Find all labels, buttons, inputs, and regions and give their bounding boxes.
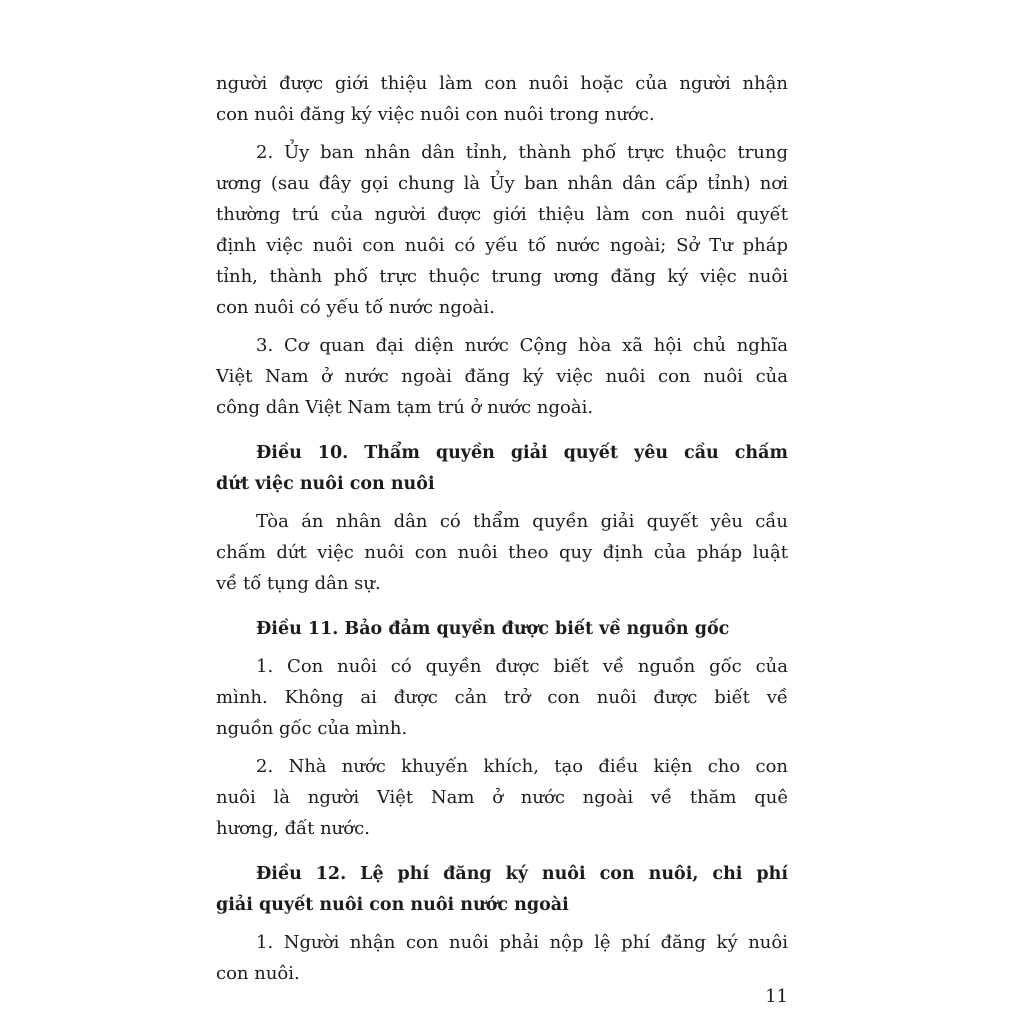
text-line: Việt Nam ở nước ngoài đăng ký việc nuôi con nuôi của bbox=[216, 366, 788, 387]
text-line: con nuôi. bbox=[216, 963, 300, 984]
article-10-heading: Điều 10. Thẩm quyền giải quyết yêu cầu chấm bbox=[256, 443, 788, 463]
text-line: tỉnh, thành phố trực thuộc trung ương đăng ký việc nuôi bbox=[216, 266, 788, 287]
article-12-heading-continued: giải quyết nuôi con nuôi nước ngoài bbox=[216, 895, 569, 915]
paragraph-first-line: Tòa án nhân dân có thẩm quyền giải quyết yêu cầu bbox=[256, 511, 788, 532]
text-line: về tố tụng dân sự. bbox=[216, 573, 381, 594]
paragraph-first-line: 2. Ủy ban nhân dân tỉnh, thành phố trực thuộc trung bbox=[256, 142, 788, 163]
text-line: công dân Việt Nam tạm trú ở nước ngoài. bbox=[216, 397, 594, 418]
paragraph-first-line: 1. Người nhận con nuôi phải nộp lệ phí đăng ký nuôi bbox=[256, 932, 788, 953]
page-number: 11 bbox=[765, 986, 788, 1007]
text-line: chấm dứt việc nuôi con nuôi theo quy định của pháp luật bbox=[216, 542, 788, 563]
text-line: định việc nuôi con nuôi có yếu tố nước ngoài; Sở Tư pháp bbox=[216, 235, 788, 256]
text-line: hương, đất nước. bbox=[216, 818, 370, 839]
text-line: người được giới thiệu làm con nuôi hoặc của người nhận bbox=[216, 73, 788, 94]
text-line: con nuôi có yếu tố nước ngoài. bbox=[216, 297, 495, 318]
article-10-heading-continued: dứt việc nuôi con nuôi bbox=[216, 474, 435, 494]
text-line: nuôi là người Việt Nam ở nước ngoài về thăm quê bbox=[216, 787, 788, 808]
article-12-heading: Điều 12. Lệ phí đăng ký nuôi con nuôi, chi phí bbox=[256, 864, 788, 884]
text-line: nguồn gốc của mình. bbox=[216, 718, 408, 739]
paragraph-first-line: 1. Con nuôi có quyền được biết về nguồn gốc của bbox=[256, 656, 788, 677]
text-line: con nuôi đăng ký việc nuôi con nuôi trong nước. bbox=[216, 104, 655, 125]
article-11-heading: Điều 11. Bảo đảm quyền được biết về nguồn gốc bbox=[256, 619, 730, 639]
text-line: thường trú của người được giới thiệu làm con nuôi quyết bbox=[216, 204, 788, 225]
paragraph-first-line: 2. Nhà nước khuyến khích, tạo điều kiện cho con bbox=[256, 756, 788, 777]
text-line: ương (sau đây gọi chung là Ủy ban nhân dân cấp tỉnh) nơi bbox=[216, 173, 788, 194]
paragraph-first-line: 3. Cơ quan đại diện nước Cộng hòa xã hội chủ nghĩa bbox=[256, 335, 788, 356]
text-line: mình. Không ai được cản trở con nuôi được biết về bbox=[216, 687, 788, 708]
